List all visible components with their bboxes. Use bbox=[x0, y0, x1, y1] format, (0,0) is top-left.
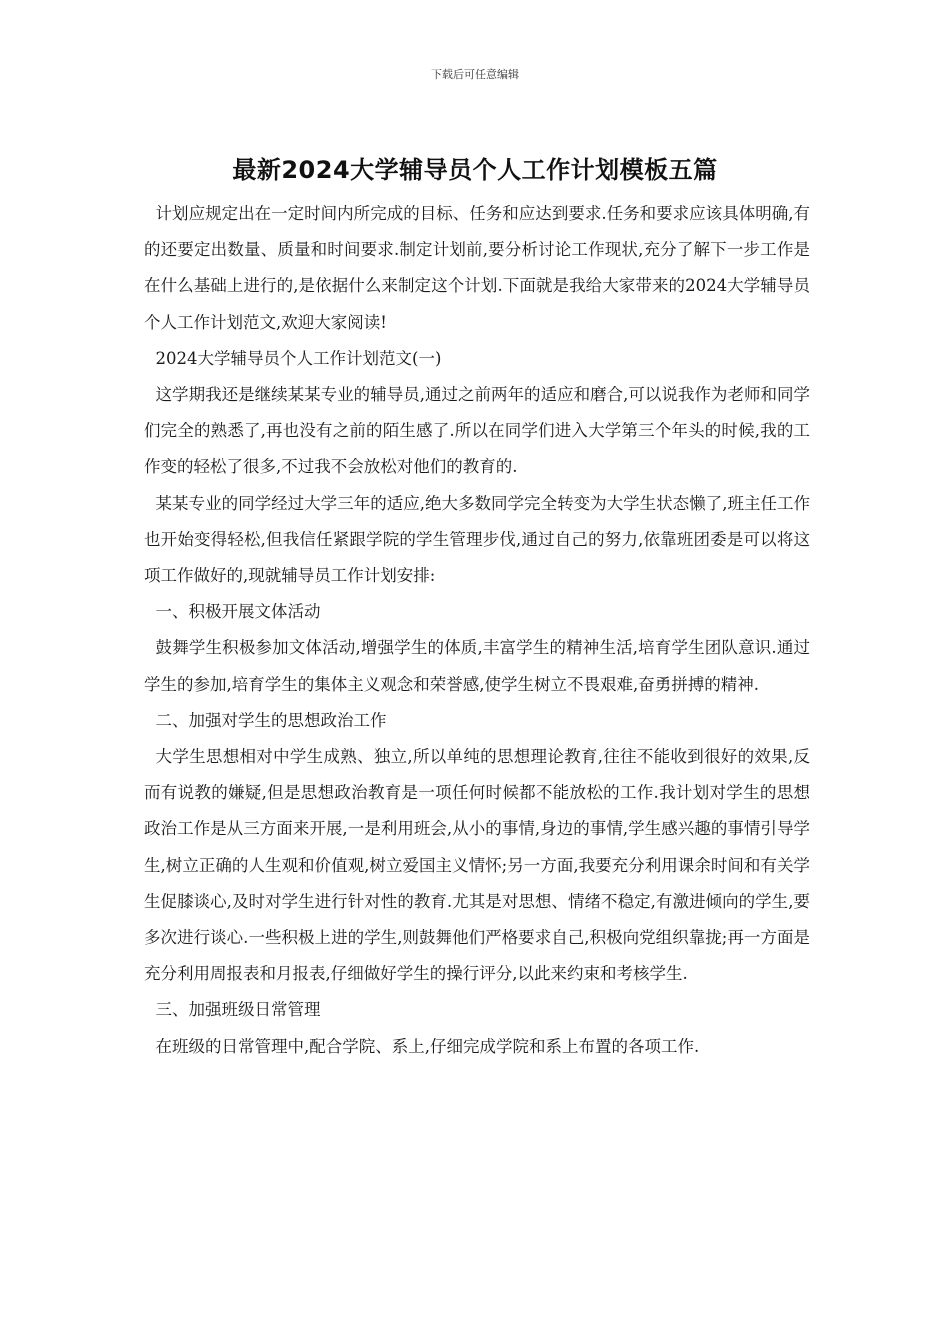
section-heading: 2024大学辅导员个人工作计划范文(一) bbox=[155, 348, 442, 368]
header-note: 下载后可任意编辑 bbox=[431, 68, 519, 81]
section-heading: 一、积极开展文体活动 bbox=[155, 602, 321, 622]
document-title: 最新2024大学辅导员个人工作计划模板五篇 bbox=[232, 156, 718, 184]
paragraph: 在班级的日常管理中,配合学院、系上,仔细完成学院和系上布置的各项工作. bbox=[155, 1036, 700, 1056]
section-heading: 二、加强对学生的思想政治工作 bbox=[155, 710, 387, 730]
paragraph: 大学生思想相对中学生成熟、独立,所以单纯的思想理论教育,往往不能收到很好的效果,反而有说教的嫌疑,但是思想政治教育是一项任何时候都不能放松的工作.我计划对学生的思想政治工作是从三方面来开展,一是利用班会,从小的事情,身边的事情,学生感兴趣的事情引导学生,树立正确的人生观和价值观,树立爱国主义情怀;另一方面,我要充分利用课余时间和有关学生促膝谈心,及时对学生进行针对性的教育.尤其是对思想、情绪不稳定,有激进倾向的学生,要多次进行谈心.一些积极上进的学生,则鼓舞他们严格要求自己,积极向党组织靠拢;再一方面是充分利用周报表和月报表,仔细做好学生的操行评分,以此来约束和考核学生. bbox=[144, 747, 810, 984]
section-heading: 三、加强班级日常管理 bbox=[155, 1000, 321, 1020]
paragraph: 鼓舞学生积极参加文体活动,增强学生的体质,丰富学生的精神生活,培育学生团队意识.通过学生的参加,培育学生的集体主义观念和荣誉感,使学生树立不畏艰难,奋勇拼搏的精神. bbox=[144, 638, 810, 694]
paragraph: 这学期我还是继续某某专业的辅导员,通过之前两年的适应和磨合,可以说我作为老师和同学们完全的熟悉了,再也没有之前的陌生感了.所以在同学们进入大学第三个年头的时候,我的工作变的轻松了很多,不过我不会放松对他们的教育的. bbox=[144, 385, 810, 477]
paragraph-intro: 计划应规定出在一定时间内所完成的目标、任务和应达到要求.任务和要求应该具体明确,有的还要定出数量、质量和时间要求.制定计划前,要分析讨论工作现状,充分了解下一步工作是在什么基础上进行的,是依据什么来制定这个计划.下面就是我给大家带来的2024大学辅导员个人工作计划范文,欢迎大家阅读! bbox=[144, 204, 810, 332]
document-body bbox=[144, 196, 810, 1065]
paragraph: 某某专业的同学经过大学三年的适应,绝大多数同学完全转变为大学生状态懒了,班主任工作也开始变得轻松,但我信任紧跟学院的学生管理步伐,通过自己的努力,依靠班团委是可以将这项工作做好的,现就辅导员工作计划安排: bbox=[144, 493, 810, 586]
